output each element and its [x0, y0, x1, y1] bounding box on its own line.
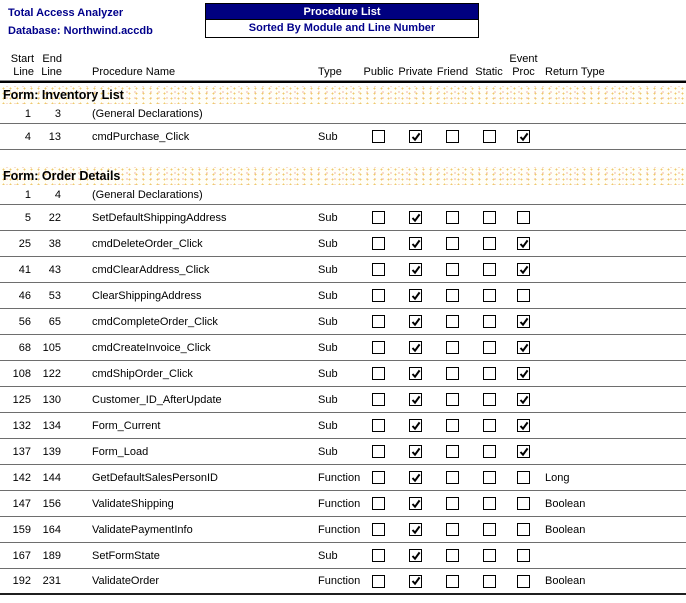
- event-proc-checkbox-cell: [507, 445, 540, 458]
- private-checkbox-cell: [397, 523, 434, 536]
- table-row: [0, 185, 686, 205]
- private-checkbox-cell: [397, 445, 434, 458]
- table-row: [0, 205, 686, 231]
- static-checkbox: [483, 263, 496, 276]
- type-cell: Sub: [318, 393, 338, 406]
- static-checkbox-cell: [471, 211, 507, 224]
- table-row: [0, 491, 686, 517]
- private-checkbox: [409, 263, 422, 276]
- event-proc-checkbox: [517, 523, 530, 536]
- end-line-cell: 53: [48, 289, 61, 302]
- event-proc-checkbox-cell: [507, 471, 540, 484]
- end-line-cell: 231: [42, 575, 61, 587]
- static-checkbox: [483, 419, 496, 432]
- end-line-cell: 134: [42, 419, 61, 432]
- public-checkbox: [372, 211, 385, 224]
- type-cell: Sub: [318, 367, 338, 380]
- procedure-name-cell: cmdPurchase_Click: [92, 130, 190, 143]
- static-checkbox-cell: [471, 549, 507, 562]
- friend-checkbox: [446, 130, 459, 143]
- static-checkbox: [483, 211, 496, 224]
- static-checkbox: [483, 315, 496, 328]
- col-header-friend: Friend: [436, 66, 469, 78]
- static-checkbox-cell: [471, 130, 507, 143]
- start-line-cell: 4: [24, 130, 31, 143]
- public-checkbox-cell: [360, 419, 397, 432]
- friend-checkbox: [446, 237, 459, 250]
- col-header-return-type: Return Type: [545, 66, 605, 78]
- public-checkbox-cell: [360, 497, 397, 510]
- friend-checkbox-cell: [434, 523, 471, 536]
- procedure-name-cell: cmdDeleteOrder_Click: [92, 237, 203, 250]
- private-checkbox-cell: [397, 315, 434, 328]
- event-proc-checkbox-cell: [507, 497, 540, 510]
- procedure-table: [0, 84, 686, 595]
- static-checkbox: [483, 237, 496, 250]
- event-proc-checkbox-cell: [507, 211, 540, 224]
- type-cell: Sub: [318, 263, 338, 276]
- private-checkbox-cell: [397, 289, 434, 302]
- type-cell: Function: [318, 471, 361, 484]
- event-proc-checkbox-cell: [507, 419, 540, 432]
- private-checkbox-cell: [397, 237, 434, 250]
- type-cell: Sub: [318, 419, 338, 432]
- start-line-cell: 159: [12, 523, 31, 536]
- end-line-cell: 122: [42, 367, 61, 380]
- friend-checkbox: [446, 445, 459, 458]
- type-cell: Sub: [318, 549, 338, 562]
- procedure-name-cell: SetFormState: [92, 549, 160, 562]
- end-line-cell: 65: [48, 315, 61, 328]
- static-checkbox-cell: [471, 237, 507, 250]
- procedure-name-cell: cmdShipOrder_Click: [92, 367, 193, 380]
- private-checkbox-cell: [397, 263, 434, 276]
- private-checkbox-cell: [397, 393, 434, 406]
- public-checkbox-cell: [360, 367, 397, 380]
- col-header-private: Private: [398, 66, 433, 78]
- public-checkbox-cell: [360, 315, 397, 328]
- public-checkbox: [372, 367, 385, 380]
- start-line-cell: 108: [12, 367, 31, 380]
- return-type-cell: Boolean: [545, 497, 586, 510]
- event-proc-checkbox: [517, 211, 530, 224]
- public-checkbox-cell: [360, 471, 397, 484]
- procedure-name-cell: cmdCreateInvoice_Click: [92, 341, 211, 354]
- public-checkbox-cell: [360, 341, 397, 354]
- procedure-name-cell: cmdCompleteOrder_Click: [92, 315, 218, 328]
- start-line-cell: 1: [24, 107, 31, 120]
- public-checkbox-cell: [360, 289, 397, 302]
- col-header-type: Type: [318, 66, 342, 78]
- table-row: [0, 257, 686, 283]
- private-checkbox: [409, 393, 422, 406]
- friend-checkbox: [446, 289, 459, 302]
- public-checkbox-cell: [360, 393, 397, 406]
- end-line-cell: 105: [42, 341, 61, 354]
- friend-checkbox: [446, 367, 459, 380]
- start-line-cell: 147: [12, 497, 31, 510]
- table-row: [0, 231, 686, 257]
- type-cell: Sub: [318, 341, 338, 354]
- static-checkbox: [483, 497, 496, 510]
- public-checkbox: [372, 341, 385, 354]
- public-checkbox: [372, 575, 385, 588]
- end-line-cell: 130: [42, 393, 61, 406]
- event-proc-checkbox: [517, 471, 530, 484]
- table-row: [0, 517, 686, 543]
- event-proc-checkbox: [517, 419, 530, 432]
- table-row: [0, 439, 686, 465]
- return-type-cell: Boolean: [545, 523, 586, 536]
- friend-checkbox: [446, 549, 459, 562]
- friend-checkbox-cell: [434, 549, 471, 562]
- static-checkbox: [483, 445, 496, 458]
- public-checkbox-cell: [360, 263, 397, 276]
- event-proc-checkbox-cell: [507, 315, 540, 328]
- table-row: [0, 104, 686, 124]
- event-proc-checkbox-cell: [507, 130, 540, 143]
- procedure-name-cell: cmdClearAddress_Click: [92, 263, 210, 276]
- type-cell: Function: [318, 575, 361, 587]
- procedure-name-cell: (General Declarations): [92, 107, 203, 120]
- private-checkbox: [409, 445, 422, 458]
- static-checkbox: [483, 523, 496, 536]
- procedure-name-cell: SetDefaultShippingAddress: [92, 211, 227, 224]
- private-checkbox: [409, 289, 422, 302]
- table-row: [0, 361, 686, 387]
- friend-checkbox-cell: [434, 497, 471, 510]
- procedure-name-cell: Customer_ID_AfterUpdate: [92, 393, 222, 406]
- event-proc-checkbox-cell: [507, 549, 540, 562]
- public-checkbox-cell: [360, 211, 397, 224]
- private-checkbox: [409, 419, 422, 432]
- end-line-cell: 22: [48, 211, 61, 224]
- friend-checkbox-cell: [434, 263, 471, 276]
- end-line-cell: 38: [48, 237, 61, 250]
- static-checkbox: [483, 393, 496, 406]
- public-checkbox: [372, 445, 385, 458]
- event-proc-checkbox: [517, 445, 530, 458]
- static-checkbox-cell: [471, 263, 507, 276]
- procedure-name-cell: ClearShippingAddress: [92, 289, 202, 302]
- type-cell: Sub: [318, 445, 338, 458]
- table-row: [0, 283, 686, 309]
- end-line-cell: 144: [42, 471, 61, 484]
- end-line-cell: 156: [42, 497, 61, 510]
- private-checkbox: [409, 497, 422, 510]
- procedure-name-cell: GetDefaultSalesPersonID: [92, 471, 218, 484]
- static-checkbox: [483, 341, 496, 354]
- friend-checkbox: [446, 419, 459, 432]
- friend-checkbox: [446, 263, 459, 276]
- static-checkbox-cell: [471, 471, 507, 484]
- friend-checkbox-cell: [434, 471, 471, 484]
- private-checkbox-cell: [397, 471, 434, 484]
- private-checkbox: [409, 237, 422, 250]
- friend-checkbox-cell: [434, 419, 471, 432]
- event-proc-checkbox: [517, 289, 530, 302]
- public-checkbox: [372, 393, 385, 406]
- friend-checkbox-cell: [434, 341, 471, 354]
- static-checkbox-cell: [471, 315, 507, 328]
- private-checkbox: [409, 367, 422, 380]
- public-checkbox-cell: [360, 575, 397, 588]
- private-checkbox: [409, 523, 422, 536]
- private-checkbox: [409, 211, 422, 224]
- table-row: [0, 309, 686, 335]
- table-row: [0, 335, 686, 361]
- start-line-cell: 137: [12, 445, 31, 458]
- return-type-cell: Long: [545, 471, 570, 484]
- event-proc-checkbox-cell: [507, 367, 540, 380]
- app-title: Total Access Analyzer: [8, 7, 124, 19]
- friend-checkbox-cell: [434, 289, 471, 302]
- private-checkbox: [409, 549, 422, 562]
- private-checkbox-cell: [397, 419, 434, 432]
- end-line-cell: 13: [48, 130, 61, 143]
- procedure-name-cell: Form_Current: [92, 419, 161, 432]
- public-checkbox-cell: [360, 237, 397, 250]
- end-line-cell: 4: [54, 188, 61, 201]
- procedure-name-cell: ValidatePaymentInfo: [92, 523, 193, 536]
- section-header: Form: Order Details: [0, 167, 686, 185]
- start-line-cell: 167: [12, 549, 31, 562]
- friend-checkbox: [446, 315, 459, 328]
- start-line-cell: 56: [18, 315, 31, 328]
- public-checkbox-cell: [360, 130, 397, 143]
- static-checkbox: [483, 549, 496, 562]
- start-line-cell: 41: [18, 263, 31, 276]
- event-proc-checkbox-cell: [507, 289, 540, 302]
- static-checkbox: [483, 367, 496, 380]
- type-cell: Sub: [318, 211, 338, 224]
- event-proc-checkbox: [517, 367, 530, 380]
- private-checkbox: [409, 471, 422, 484]
- public-checkbox: [372, 497, 385, 510]
- event-proc-checkbox: [517, 575, 530, 588]
- col-header-static: Static: [475, 66, 503, 78]
- private-checkbox: [409, 341, 422, 354]
- public-checkbox-cell: [360, 445, 397, 458]
- static-checkbox-cell: [471, 367, 507, 380]
- static-checkbox-cell: [471, 289, 507, 302]
- end-line-cell: 164: [42, 523, 61, 536]
- private-checkbox: [409, 315, 422, 328]
- static-checkbox: [483, 289, 496, 302]
- static-checkbox-cell: [471, 341, 507, 354]
- type-cell: Sub: [318, 289, 338, 302]
- type-cell: Sub: [318, 130, 338, 143]
- event-proc-checkbox: [517, 263, 530, 276]
- private-checkbox-cell: [397, 367, 434, 380]
- end-line-cell: 189: [42, 549, 61, 562]
- public-checkbox-cell: [360, 549, 397, 562]
- event-proc-checkbox-cell: [507, 393, 540, 406]
- start-line-cell: 5: [24, 211, 31, 224]
- private-checkbox-cell: [397, 549, 434, 562]
- type-cell: Function: [318, 523, 361, 536]
- col-header-public: Public: [363, 66, 394, 78]
- procedure-name-cell: ValidateOrder: [92, 575, 160, 587]
- col-header-end-line: End Line: [41, 53, 62, 78]
- private-checkbox-cell: [397, 130, 434, 143]
- static-checkbox-cell: [471, 523, 507, 536]
- event-proc-checkbox: [517, 549, 530, 562]
- static-checkbox-cell: [471, 419, 507, 432]
- start-line-cell: 25: [18, 237, 31, 250]
- friend-checkbox: [446, 523, 459, 536]
- friend-checkbox: [446, 575, 459, 588]
- friend-checkbox-cell: [434, 237, 471, 250]
- event-proc-checkbox-cell: [507, 341, 540, 354]
- event-proc-checkbox: [517, 130, 530, 143]
- return-type-cell: Boolean: [545, 575, 586, 587]
- start-line-cell: 68: [18, 341, 31, 354]
- friend-checkbox-cell: [434, 315, 471, 328]
- friend-checkbox: [446, 393, 459, 406]
- public-checkbox: [372, 263, 385, 276]
- report-subtitle: Sorted By Module and Line Number: [206, 20, 478, 37]
- public-checkbox: [372, 289, 385, 302]
- type-cell: Function: [318, 497, 361, 510]
- private-checkbox: [409, 130, 422, 143]
- event-proc-checkbox-cell: [507, 575, 540, 588]
- friend-checkbox: [446, 211, 459, 224]
- friend-checkbox-cell: [434, 367, 471, 380]
- procedure-name-cell: Form_Load: [92, 445, 149, 458]
- col-header-procedure-name: Procedure Name: [92, 66, 176, 78]
- table-row: [0, 387, 686, 413]
- static-checkbox: [483, 575, 496, 588]
- public-checkbox: [372, 419, 385, 432]
- static-checkbox-cell: [471, 445, 507, 458]
- header-divider: [0, 80, 686, 83]
- table-row: [0, 413, 686, 439]
- event-proc-checkbox: [517, 237, 530, 250]
- start-line-cell: 46: [18, 289, 31, 302]
- type-cell: Sub: [318, 315, 338, 328]
- start-line-cell: 132: [12, 419, 31, 432]
- friend-checkbox-cell: [434, 445, 471, 458]
- static-checkbox: [483, 130, 496, 143]
- col-header-event-proc: Event Proc: [509, 53, 538, 78]
- static-checkbox: [483, 471, 496, 484]
- event-proc-checkbox: [517, 393, 530, 406]
- event-proc-checkbox-cell: [507, 523, 540, 536]
- static-checkbox-cell: [471, 575, 507, 588]
- friend-checkbox-cell: [434, 575, 471, 588]
- event-proc-checkbox-cell: [507, 237, 540, 250]
- procedure-name-cell: (General Declarations): [92, 188, 203, 201]
- start-line-cell: 192: [12, 575, 31, 587]
- start-line-cell: 1: [24, 188, 31, 201]
- report-title: Procedure List: [206, 4, 478, 20]
- report-title-box: [205, 3, 479, 38]
- public-checkbox: [372, 471, 385, 484]
- event-proc-checkbox: [517, 315, 530, 328]
- friend-checkbox-cell: [434, 211, 471, 224]
- public-checkbox-cell: [360, 523, 397, 536]
- public-checkbox: [372, 549, 385, 562]
- private-checkbox-cell: [397, 341, 434, 354]
- public-checkbox: [372, 315, 385, 328]
- private-checkbox-cell: [397, 497, 434, 510]
- friend-checkbox-cell: [434, 130, 471, 143]
- table-row: [0, 569, 686, 595]
- section-header: Form: Inventory List: [0, 86, 686, 104]
- public-checkbox: [372, 130, 385, 143]
- friend-checkbox-cell: [434, 393, 471, 406]
- end-line-cell: 43: [48, 263, 61, 276]
- table-row: [0, 543, 686, 569]
- static-checkbox-cell: [471, 393, 507, 406]
- procedure-name-cell: ValidateShipping: [92, 497, 174, 510]
- col-header-start-line: Start Line: [10, 53, 34, 78]
- static-checkbox-cell: [471, 497, 507, 510]
- table-row: [0, 465, 686, 491]
- start-line-cell: 142: [12, 471, 31, 484]
- friend-checkbox: [446, 471, 459, 484]
- event-proc-checkbox: [517, 497, 530, 510]
- private-checkbox-cell: [397, 211, 434, 224]
- type-cell: Sub: [318, 237, 338, 250]
- column-header-row: [0, 50, 686, 80]
- event-proc-checkbox-cell: [507, 263, 540, 276]
- private-checkbox: [409, 575, 422, 588]
- friend-checkbox: [446, 497, 459, 510]
- end-line-cell: 3: [54, 107, 61, 120]
- public-checkbox: [372, 237, 385, 250]
- start-line-cell: 125: [12, 393, 31, 406]
- end-line-cell: 139: [42, 445, 61, 458]
- event-proc-checkbox: [517, 341, 530, 354]
- database-name: Database: Northwind.accdb: [8, 25, 153, 37]
- table-row: [0, 124, 686, 150]
- friend-checkbox: [446, 341, 459, 354]
- public-checkbox: [372, 523, 385, 536]
- private-checkbox-cell: [397, 575, 434, 588]
